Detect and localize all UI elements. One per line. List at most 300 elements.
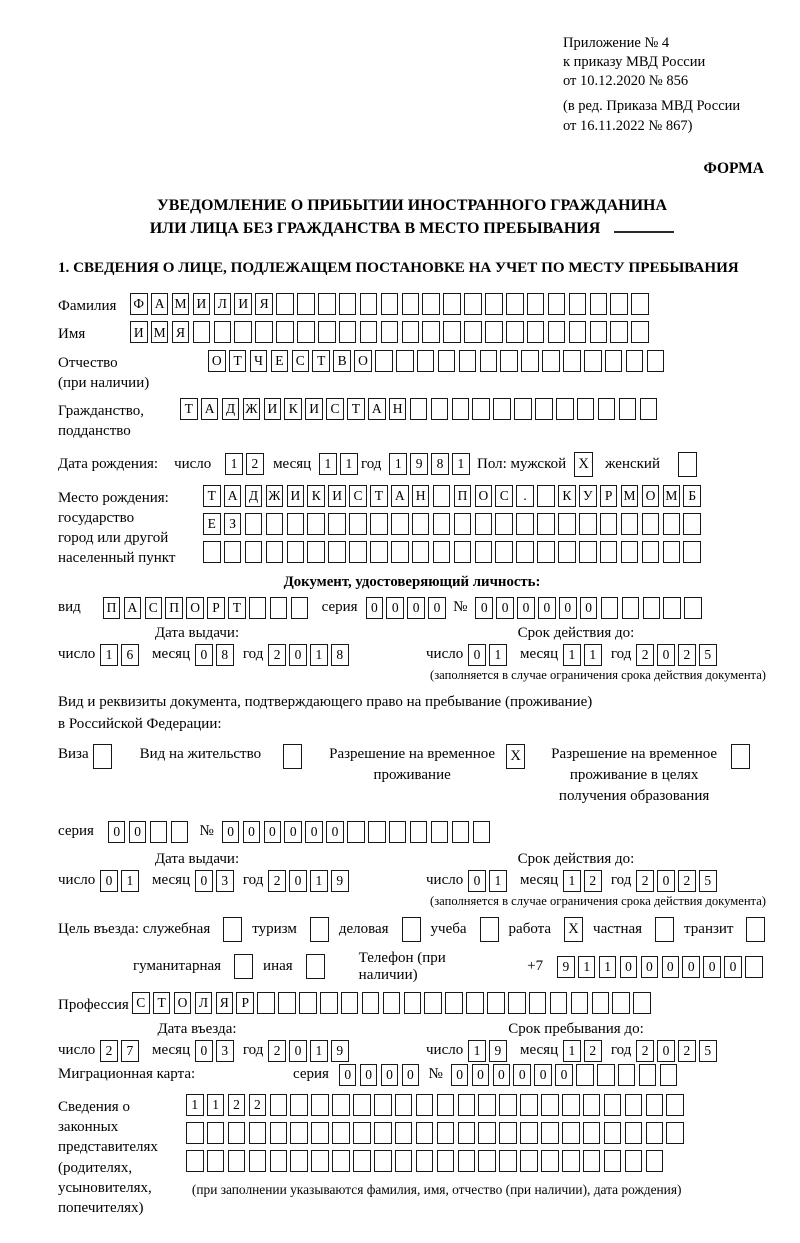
char-cell[interactable]	[577, 398, 595, 420]
char-cell[interactable]	[150, 821, 168, 843]
char-cell[interactable]	[610, 293, 628, 315]
char-cell[interactable]: 2	[268, 870, 286, 892]
char-cell[interactable]	[499, 1094, 517, 1116]
char-cell[interactable]: 9	[331, 870, 349, 892]
char-cell[interactable]	[410, 398, 428, 420]
permit-issue-year-cells[interactable]	[268, 870, 352, 892]
char-cell[interactable]	[563, 350, 581, 372]
char-cell[interactable]: 1	[225, 453, 243, 475]
patronymic-cells[interactable]	[208, 350, 668, 372]
char-cell[interactable]	[600, 541, 618, 563]
char-cell[interactable]: Т	[203, 485, 221, 507]
char-cell[interactable]: 0	[264, 821, 282, 843]
char-cell[interactable]	[431, 821, 449, 843]
char-cell[interactable]: А	[224, 485, 242, 507]
char-cell[interactable]: О	[174, 992, 192, 1014]
char-cell[interactable]	[362, 992, 380, 1014]
char-cell[interactable]: С	[495, 485, 513, 507]
char-cell[interactable]: 2	[584, 870, 602, 892]
char-cell[interactable]	[639, 1064, 657, 1086]
char-cell[interactable]	[245, 541, 263, 563]
char-cell[interactable]: 0	[493, 1064, 511, 1086]
stay-year-cells[interactable]	[636, 1040, 720, 1062]
char-cell[interactable]: И	[328, 485, 346, 507]
char-cell[interactable]	[646, 1150, 664, 1172]
char-cell[interactable]	[584, 350, 602, 372]
char-cell[interactable]: О	[354, 350, 372, 372]
char-cell[interactable]	[214, 321, 232, 343]
char-cell[interactable]	[466, 992, 484, 1014]
char-cell[interactable]: 0	[555, 1064, 573, 1086]
char-cell[interactable]	[487, 992, 505, 1014]
char-cell[interactable]	[433, 513, 451, 535]
doc-series-cells[interactable]	[366, 597, 450, 619]
char-cell[interactable]	[445, 992, 463, 1014]
char-cell[interactable]	[297, 293, 315, 315]
char-cell[interactable]	[318, 293, 336, 315]
char-cell[interactable]	[458, 1150, 476, 1172]
char-cell[interactable]: Т	[180, 398, 198, 420]
char-cell[interactable]: 1	[599, 956, 617, 978]
char-cell[interactable]: 0	[222, 821, 240, 843]
purpose-transit-checkbox[interactable]	[746, 917, 765, 942]
char-cell[interactable]	[626, 350, 644, 372]
char-cell[interactable]	[332, 1122, 350, 1144]
char-cell[interactable]: Д	[245, 485, 263, 507]
char-cell[interactable]	[499, 1122, 517, 1144]
char-cell[interactable]: 0	[195, 870, 213, 892]
char-cell[interactable]	[332, 1150, 350, 1172]
char-cell[interactable]: С	[349, 485, 367, 507]
char-cell[interactable]	[318, 321, 336, 343]
char-cell[interactable]	[646, 1094, 664, 1116]
name-cells[interactable]	[130, 321, 652, 343]
char-cell[interactable]: 9	[331, 1040, 349, 1062]
char-cell[interactable]	[410, 821, 428, 843]
char-cell[interactable]: Т	[312, 350, 330, 372]
char-cell[interactable]	[605, 350, 623, 372]
char-cell[interactable]: 1	[468, 1040, 486, 1062]
char-cell[interactable]	[374, 1122, 392, 1144]
char-cell[interactable]: 0	[428, 597, 446, 619]
char-cell[interactable]: 2	[249, 1094, 267, 1116]
char-cell[interactable]: Т	[347, 398, 365, 420]
purpose-study-checkbox[interactable]	[480, 917, 499, 942]
char-cell[interactable]: 0	[559, 597, 577, 619]
char-cell[interactable]	[558, 513, 576, 535]
char-cell[interactable]	[541, 1122, 559, 1144]
char-cell[interactable]	[590, 321, 608, 343]
char-cell[interactable]: И	[234, 293, 252, 315]
char-cell[interactable]: 0	[195, 644, 213, 666]
char-cell[interactable]	[666, 1094, 684, 1116]
char-cell[interactable]: Н	[412, 485, 430, 507]
char-cell[interactable]: Т	[229, 350, 247, 372]
char-cell[interactable]	[349, 513, 367, 535]
char-cell[interactable]	[395, 1122, 413, 1144]
char-cell[interactable]: О	[475, 485, 493, 507]
birth-year-cells[interactable]	[389, 453, 473, 475]
char-cell[interactable]	[485, 293, 503, 315]
char-cell[interactable]	[612, 992, 630, 1014]
char-cell[interactable]: 1	[310, 1040, 328, 1062]
char-cell[interactable]	[404, 992, 422, 1014]
char-cell[interactable]: Т	[228, 597, 246, 619]
char-cell[interactable]: 1	[452, 453, 470, 475]
char-cell[interactable]: И	[264, 398, 282, 420]
char-cell[interactable]: 0	[641, 956, 659, 978]
char-cell[interactable]: 5	[699, 644, 717, 666]
char-cell[interactable]	[368, 821, 386, 843]
char-cell[interactable]	[663, 597, 681, 619]
char-cell[interactable]: Ч	[250, 350, 268, 372]
char-cell[interactable]	[353, 1094, 371, 1116]
char-cell[interactable]: Е	[271, 350, 289, 372]
char-cell[interactable]	[433, 541, 451, 563]
char-cell[interactable]	[290, 1094, 308, 1116]
char-cell[interactable]: 2	[268, 1040, 286, 1062]
char-cell[interactable]: .	[516, 485, 534, 507]
char-cell[interactable]	[514, 398, 532, 420]
char-cell[interactable]	[745, 956, 763, 978]
permit-series-cells[interactable]	[108, 821, 192, 843]
char-cell[interactable]	[249, 1150, 267, 1172]
char-cell[interactable]: Р	[207, 597, 225, 619]
char-cell[interactable]	[349, 541, 367, 563]
char-cell[interactable]	[527, 293, 545, 315]
char-cell[interactable]	[643, 597, 661, 619]
char-cell[interactable]	[493, 398, 511, 420]
char-cell[interactable]	[604, 1150, 622, 1172]
char-cell[interactable]: 6	[121, 644, 139, 666]
char-cell[interactable]: А	[151, 293, 169, 315]
char-cell[interactable]: 0	[326, 821, 344, 843]
char-cell[interactable]	[590, 293, 608, 315]
char-cell[interactable]	[193, 321, 211, 343]
char-cell[interactable]: 0	[451, 1064, 469, 1086]
char-cell[interactable]: М	[151, 321, 169, 343]
doc-valid-year-cells[interactable]	[636, 644, 720, 666]
permit-issue-month-cells[interactable]	[195, 870, 237, 892]
char-cell[interactable]: 0	[513, 1064, 531, 1086]
char-cell[interactable]	[621, 541, 639, 563]
migration-series-cells[interactable]	[339, 1064, 423, 1086]
char-cell[interactable]	[395, 1094, 413, 1116]
char-cell[interactable]	[646, 1122, 664, 1144]
char-cell[interactable]	[234, 321, 252, 343]
char-cell[interactable]	[506, 321, 524, 343]
char-cell[interactable]: Я	[216, 992, 234, 1014]
char-cell[interactable]	[506, 293, 524, 315]
char-cell[interactable]: 1	[489, 870, 507, 892]
char-cell[interactable]	[478, 1094, 496, 1116]
char-cell[interactable]: 0	[657, 1040, 675, 1062]
char-cell[interactable]	[458, 1094, 476, 1116]
char-cell[interactable]	[535, 398, 553, 420]
sex-male-checkbox[interactable]: X	[574, 452, 593, 477]
char-cell[interactable]: 0	[517, 597, 535, 619]
char-cell[interactable]	[339, 293, 357, 315]
char-cell[interactable]: 0	[402, 1064, 420, 1086]
char-cell[interactable]	[255, 321, 273, 343]
char-cell[interactable]: 0	[129, 821, 147, 843]
char-cell[interactable]	[383, 992, 401, 1014]
char-cell[interactable]	[395, 1150, 413, 1172]
char-cell[interactable]: 2	[678, 870, 696, 892]
char-cell[interactable]	[171, 821, 189, 843]
char-cell[interactable]	[307, 541, 325, 563]
char-cell[interactable]	[443, 293, 461, 315]
char-cell[interactable]: 0	[703, 956, 721, 978]
char-cell[interactable]	[270, 597, 288, 619]
char-cell[interactable]	[360, 321, 378, 343]
char-cell[interactable]: 5	[699, 870, 717, 892]
char-cell[interactable]: Я	[255, 293, 273, 315]
char-cell[interactable]	[207, 1150, 225, 1172]
char-cell[interactable]	[640, 398, 658, 420]
char-cell[interactable]	[402, 321, 420, 343]
char-cell[interactable]: В	[333, 350, 351, 372]
representatives-row-3[interactable]	[186, 1150, 687, 1172]
char-cell[interactable]	[328, 541, 346, 563]
char-cell[interactable]	[633, 992, 651, 1014]
char-cell[interactable]	[541, 1150, 559, 1172]
char-cell[interactable]: Р	[600, 485, 618, 507]
char-cell[interactable]	[520, 1094, 538, 1116]
char-cell[interactable]	[375, 350, 393, 372]
char-cell[interactable]	[647, 350, 665, 372]
char-cell[interactable]	[438, 350, 456, 372]
char-cell[interactable]	[666, 1122, 684, 1144]
char-cell[interactable]: С	[145, 597, 163, 619]
char-cell[interactable]	[550, 992, 568, 1014]
char-cell[interactable]	[542, 350, 560, 372]
residence-permit-checkbox[interactable]	[283, 744, 302, 769]
char-cell[interactable]: Е	[203, 513, 221, 535]
char-cell[interactable]	[422, 321, 440, 343]
char-cell[interactable]	[558, 541, 576, 563]
char-cell[interactable]: А	[124, 597, 142, 619]
char-cell[interactable]	[619, 398, 637, 420]
char-cell[interactable]	[548, 293, 566, 315]
char-cell[interactable]	[307, 513, 325, 535]
visa-checkbox[interactable]	[93, 744, 112, 769]
char-cell[interactable]: 3	[216, 1040, 234, 1062]
char-cell[interactable]	[266, 513, 284, 535]
char-cell[interactable]	[437, 1094, 455, 1116]
char-cell[interactable]	[631, 321, 649, 343]
char-cell[interactable]: Т	[370, 485, 388, 507]
char-cell[interactable]: 9	[489, 1040, 507, 1062]
purpose-work-checkbox[interactable]: X	[564, 917, 583, 942]
purpose-other-checkbox[interactable]	[306, 954, 325, 979]
education-residence-checkbox[interactable]	[731, 744, 750, 769]
char-cell[interactable]: 2	[100, 1040, 118, 1062]
char-cell[interactable]	[257, 992, 275, 1014]
char-cell[interactable]	[684, 597, 702, 619]
stay-day-cells[interactable]	[468, 1040, 510, 1062]
char-cell[interactable]: 2	[228, 1094, 246, 1116]
char-cell[interactable]	[389, 821, 407, 843]
char-cell[interactable]: 2	[636, 870, 654, 892]
char-cell[interactable]: П	[165, 597, 183, 619]
char-cell[interactable]	[297, 321, 315, 343]
char-cell[interactable]	[464, 293, 482, 315]
char-cell[interactable]: 1	[389, 453, 407, 475]
char-cell[interactable]: Л	[195, 992, 213, 1014]
char-cell[interactable]	[520, 1150, 538, 1172]
char-cell[interactable]	[370, 513, 388, 535]
char-cell[interactable]	[601, 597, 619, 619]
char-cell[interactable]	[583, 1094, 601, 1116]
char-cell[interactable]: 1	[563, 644, 581, 666]
char-cell[interactable]	[625, 1094, 643, 1116]
char-cell[interactable]	[370, 541, 388, 563]
char-cell[interactable]	[452, 398, 470, 420]
migration-number-cells[interactable]	[451, 1064, 681, 1086]
char-cell[interactable]	[529, 992, 547, 1014]
char-cell[interactable]: С	[292, 350, 310, 372]
doc-issue-year-cells[interactable]	[268, 644, 352, 666]
doc-issue-month-cells[interactable]	[195, 644, 237, 666]
char-cell[interactable]	[437, 1122, 455, 1144]
char-cell[interactable]	[527, 321, 545, 343]
char-cell[interactable]	[186, 1150, 204, 1172]
char-cell[interactable]	[276, 321, 294, 343]
purpose-business-checkbox[interactable]	[402, 917, 421, 942]
char-cell[interactable]: О	[186, 597, 204, 619]
char-cell[interactable]: Я	[172, 321, 190, 343]
char-cell[interactable]: 1	[563, 1040, 581, 1062]
char-cell[interactable]	[556, 398, 574, 420]
char-cell[interactable]: 0	[496, 597, 514, 619]
char-cell[interactable]: Ф	[130, 293, 148, 315]
char-cell[interactable]	[660, 1064, 678, 1086]
char-cell[interactable]: М	[621, 485, 639, 507]
char-cell[interactable]: 1	[186, 1094, 204, 1116]
char-cell[interactable]: 9	[557, 956, 575, 978]
char-cell[interactable]	[458, 1122, 476, 1144]
char-cell[interactable]	[562, 1150, 580, 1172]
char-cell[interactable]: Л	[214, 293, 232, 315]
char-cell[interactable]	[598, 398, 616, 420]
char-cell[interactable]: С	[326, 398, 344, 420]
char-cell[interactable]	[495, 541, 513, 563]
char-cell[interactable]	[328, 513, 346, 535]
char-cell[interactable]	[437, 1150, 455, 1172]
char-cell[interactable]: О	[208, 350, 226, 372]
char-cell[interactable]	[454, 513, 472, 535]
char-cell[interactable]	[424, 992, 442, 1014]
char-cell[interactable]: 0	[360, 1064, 378, 1086]
char-cell[interactable]: П	[454, 485, 472, 507]
char-cell[interactable]	[485, 321, 503, 343]
char-cell[interactable]	[499, 1150, 517, 1172]
char-cell[interactable]: Р	[236, 992, 254, 1014]
citizenship-cells[interactable]	[180, 398, 660, 420]
char-cell[interactable]	[353, 1150, 371, 1172]
char-cell[interactable]: 0	[534, 1064, 552, 1086]
char-cell[interactable]: 0	[538, 597, 556, 619]
char-cell[interactable]	[583, 1122, 601, 1144]
char-cell[interactable]	[569, 293, 587, 315]
char-cell[interactable]	[228, 1150, 246, 1172]
char-cell[interactable]	[473, 821, 491, 843]
char-cell[interactable]	[353, 1122, 371, 1144]
char-cell[interactable]	[516, 541, 534, 563]
char-cell[interactable]	[541, 1094, 559, 1116]
char-cell[interactable]: 2	[246, 453, 264, 475]
char-cell[interactable]: 0	[657, 870, 675, 892]
char-cell[interactable]	[576, 1064, 594, 1086]
char-cell[interactable]: 0	[339, 1064, 357, 1086]
char-cell[interactable]	[360, 293, 378, 315]
char-cell[interactable]: П	[103, 597, 121, 619]
char-cell[interactable]: 0	[289, 870, 307, 892]
char-cell[interactable]	[249, 1122, 267, 1144]
char-cell[interactable]: 0	[100, 870, 118, 892]
char-cell[interactable]	[537, 541, 555, 563]
char-cell[interactable]: 1	[578, 956, 596, 978]
char-cell[interactable]	[495, 513, 513, 535]
birthplace-row-2[interactable]	[203, 513, 704, 535]
char-cell[interactable]: Н	[389, 398, 407, 420]
char-cell[interactable]	[478, 1150, 496, 1172]
char-cell[interactable]: 0	[386, 597, 404, 619]
char-cell[interactable]: Т	[153, 992, 171, 1014]
char-cell[interactable]	[475, 541, 493, 563]
char-cell[interactable]: 0	[195, 1040, 213, 1062]
char-cell[interactable]: 2	[268, 644, 286, 666]
char-cell[interactable]	[391, 541, 409, 563]
char-cell[interactable]	[464, 321, 482, 343]
char-cell[interactable]: 0	[366, 597, 384, 619]
char-cell[interactable]: 0	[468, 644, 486, 666]
char-cell[interactable]	[311, 1122, 329, 1144]
char-cell[interactable]	[597, 1064, 615, 1086]
char-cell[interactable]: 2	[678, 1040, 696, 1062]
char-cell[interactable]: 2	[678, 644, 696, 666]
char-cell[interactable]: 1	[319, 453, 337, 475]
char-cell[interactable]: 0	[289, 1040, 307, 1062]
char-cell[interactable]	[186, 1122, 204, 1144]
doc-issue-day-cells[interactable]	[100, 644, 142, 666]
char-cell[interactable]	[592, 992, 610, 1014]
char-cell[interactable]	[203, 541, 221, 563]
char-cell[interactable]	[516, 513, 534, 535]
char-cell[interactable]: 1	[340, 453, 358, 475]
char-cell[interactable]	[452, 821, 470, 843]
char-cell[interactable]	[381, 321, 399, 343]
surname-cells[interactable]	[130, 293, 652, 315]
char-cell[interactable]	[683, 541, 701, 563]
char-cell[interactable]	[245, 513, 263, 535]
char-cell[interactable]: И	[193, 293, 211, 315]
char-cell[interactable]: 0	[243, 821, 261, 843]
temporary-residence-checkbox[interactable]: X	[506, 744, 525, 769]
char-cell[interactable]: 1	[489, 644, 507, 666]
permit-valid-month-cells[interactable]	[563, 870, 605, 892]
sex-female-checkbox[interactable]	[678, 452, 697, 477]
char-cell[interactable]	[537, 485, 555, 507]
char-cell[interactable]: 0	[662, 956, 680, 978]
char-cell[interactable]	[569, 321, 587, 343]
char-cell[interactable]: И	[287, 485, 305, 507]
char-cell[interactable]: 0	[284, 821, 302, 843]
char-cell[interactable]	[454, 541, 472, 563]
doc-valid-month-cells[interactable]	[563, 644, 605, 666]
char-cell[interactable]	[224, 541, 242, 563]
